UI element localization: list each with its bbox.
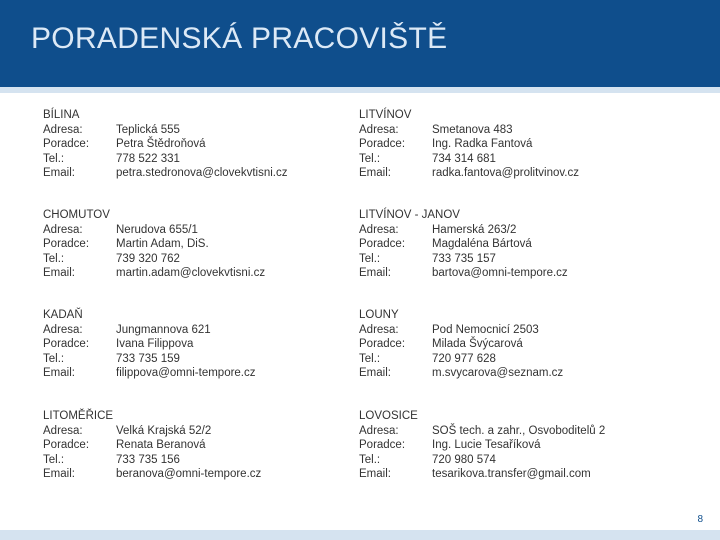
address-value: Hamerská 263/2 (432, 223, 517, 236)
address-row (359, 323, 689, 338)
advisor-row (43, 237, 373, 252)
email-label: Email: (359, 468, 391, 480)
advisor-label: Poradce: (43, 238, 90, 250)
email-row (359, 366, 689, 381)
advisor-label: Poradce: (359, 138, 406, 150)
footer-bar (0, 530, 720, 540)
address-label: Adresa: (359, 123, 399, 136)
email-row (43, 266, 373, 281)
email-row (43, 166, 373, 181)
office-city: BÍLINA (43, 109, 80, 121)
address-row (43, 223, 373, 238)
advisor-value: Martin Adam, DiS. (116, 238, 209, 250)
email-row (43, 366, 373, 381)
phone-value: 720 980 574 (432, 453, 496, 466)
phone-value: 734 314 681 (432, 152, 496, 165)
phone-label: Tel.: (359, 252, 381, 265)
address-value: Velká Krajská 52/2 (116, 424, 212, 437)
email-row (359, 266, 689, 281)
email-label: Email: (43, 167, 75, 179)
email-row (359, 166, 689, 181)
phone-label: Tel.: (43, 352, 65, 365)
address-value: Nerudova 655/1 (116, 223, 198, 236)
office-litomerice (43, 409, 373, 482)
phone-row (43, 453, 373, 468)
phone-row (359, 453, 689, 468)
office-city: LITOMĚŘICE (43, 410, 114, 422)
office-lovosice (359, 409, 689, 482)
page-title: PORADENSKÁ PRACOVIŠTĚ (31, 22, 448, 55)
email-value: filippova@omni-tempore.cz (116, 367, 256, 379)
phone-value: 733 735 157 (432, 252, 496, 265)
phone-row (43, 252, 373, 267)
office-litvinov (359, 108, 689, 181)
address-label: Adresa: (359, 323, 399, 336)
office-city: LOVOSICE (359, 410, 418, 422)
office-city: LITVÍNOV (359, 109, 412, 121)
email-label: Email: (359, 167, 391, 179)
email-value: martin.adam@clovekvtisni.cz (116, 267, 266, 279)
phone-value: 739 320 762 (116, 252, 180, 265)
address-value: Pod Nemocnicí 2503 (432, 323, 539, 336)
address-value: SOŠ tech. a zahr., Osvoboditelů 2 (432, 424, 606, 437)
advisor-row (359, 137, 689, 152)
phone-label: Tel.: (43, 453, 65, 466)
address-row (359, 223, 689, 238)
phone-row (43, 352, 373, 367)
office-city: LITVÍNOV - JANOV (359, 209, 460, 221)
office-bilina (43, 108, 373, 181)
address-label: Adresa: (43, 424, 83, 437)
advisor-value: Ing. Radka Fantová (432, 138, 533, 150)
address-row (43, 123, 373, 138)
office-city: KADAŇ (43, 309, 83, 321)
phone-value: 733 735 159 (116, 352, 180, 365)
address-label: Adresa: (43, 323, 83, 336)
advisor-label: Poradce: (43, 138, 90, 150)
phone-label: Tel.: (43, 252, 65, 265)
address-value: Smetanova 483 (432, 123, 513, 136)
office-litvinov-janov (359, 208, 689, 281)
advisor-value: Magdaléna Bártová (432, 238, 532, 250)
address-label: Adresa: (43, 123, 83, 136)
address-value: Teplická 555 (116, 123, 180, 136)
title-bar (0, 0, 720, 87)
phone-row (43, 152, 373, 167)
page-number: 8 (697, 514, 703, 525)
header-divider (0, 87, 720, 93)
phone-label: Tel.: (43, 152, 65, 165)
advisor-label: Poradce: (43, 439, 90, 451)
office-kadan (43, 308, 373, 381)
office-louny (359, 308, 689, 381)
advisor-value: Milada Švýcarová (432, 338, 523, 350)
address-label: Adresa: (359, 424, 399, 437)
phone-label: Tel.: (359, 352, 381, 365)
advisor-value: Ing. Lucie Tesaříková (432, 439, 541, 451)
phone-value: 720 977 628 (432, 352, 496, 365)
office-city: LOUNY (359, 309, 399, 321)
advisor-label: Poradce: (359, 439, 406, 451)
email-value: m.svycarova@seznam.cz (432, 367, 564, 379)
email-label: Email: (43, 468, 75, 480)
email-label: Email: (359, 267, 391, 279)
phone-row (359, 152, 689, 167)
phone-label: Tel.: (359, 453, 381, 466)
email-label: Email: (359, 367, 391, 379)
phone-row (359, 352, 689, 367)
email-value: tesarikova.transfer@gmail.com (432, 468, 591, 480)
phone-value: 733 735 156 (116, 453, 180, 466)
email-value: radka.fantova@prolitvinov.cz (432, 167, 579, 179)
advisor-label: Poradce: (359, 238, 406, 250)
email-row (43, 467, 373, 482)
advisor-value: Ivana Filippova (116, 338, 194, 350)
address-label: Adresa: (359, 223, 399, 236)
address-label: Adresa: (43, 223, 83, 236)
phone-value: 778 522 331 (116, 152, 180, 165)
address-row (359, 123, 689, 138)
advisor-row (43, 438, 373, 453)
advisor-label: Poradce: (43, 338, 90, 350)
address-row (43, 424, 373, 439)
address-row (43, 323, 373, 338)
advisor-value: Renata Beranová (116, 439, 206, 451)
advisor-label: Poradce: (359, 338, 406, 350)
address-value: Jungmannova 621 (116, 323, 211, 336)
advisor-row (359, 438, 689, 453)
advisor-value: Petra Štědroňová (116, 138, 206, 150)
advisor-row (43, 337, 373, 352)
email-label: Email: (43, 267, 75, 279)
email-label: Email: (43, 367, 75, 379)
phone-label: Tel.: (359, 152, 381, 165)
email-row (359, 467, 689, 482)
phone-row (359, 252, 689, 267)
advisor-row (359, 237, 689, 252)
email-value: petra.stedronova@clovekvtisni.cz (116, 167, 288, 179)
advisor-row (359, 337, 689, 352)
address-row (359, 424, 689, 439)
advisor-row (43, 137, 373, 152)
email-value: beranova@omni-tempore.cz (116, 468, 262, 480)
office-city: CHOMUTOV (43, 209, 110, 221)
email-value: bartova@omni-tempore.cz (432, 267, 568, 279)
office-chomutov (43, 208, 373, 281)
